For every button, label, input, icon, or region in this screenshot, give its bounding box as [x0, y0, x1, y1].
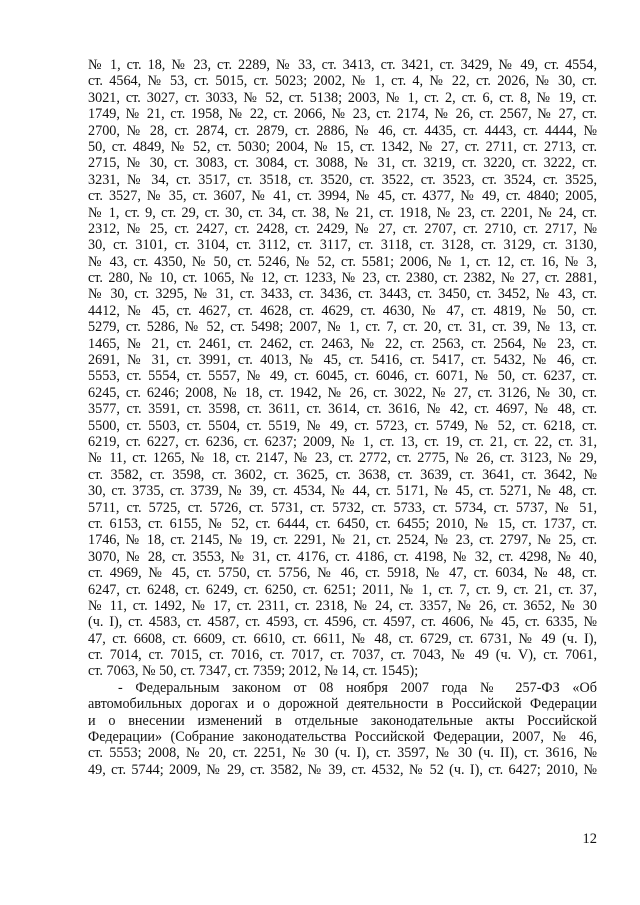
text-line: 6245, ст. 6246; 2008, № 18, ст. 1942, № 26, ст. 3022, № 27, ст. 3126, № 30, ст.	[88, 384, 597, 401]
text-line: 2691, № 31, ст. 3991, ст. 4013, № 45, ст. 5416, ст. 5417, ст. 5432, № 46, ст.	[88, 352, 597, 369]
text-line: 5279, ст. 5286, № 52, ст. 5498; 2007, № 1, ст. 7, ст. 20, ст. 31, ст. 39, № 13, ст.	[88, 319, 597, 336]
text-line: 5553, ст. 5554, ст. 5557, № 49, ст. 6045, ст. 6046, ст. 6071, № 50, ст. 6237, ст.	[88, 368, 597, 385]
page-number: 12	[582, 831, 597, 847]
text-line: 30, ст. 3735, ст. 3739, № 39, ст. 4534, № 44, ст. 5171, № 45, ст. 5271, № 48, ст.	[88, 483, 597, 500]
paragraph-citations	[88, 57, 597, 680]
text-line: № 1, ст. 18, № 23, ст. 2289, № 33, ст. 3413, ст. 3421, ст. 3429, № 49, ст. 4554,	[88, 57, 597, 73]
text-line: № 11, ст. 1492, № 17, ст. 2311, ст. 2318, № 24, ст. 3357, № 26, ст. 3652, № 30	[88, 597, 597, 614]
text-line: 3070, № 28, ст. 3553, № 31, ст. 4176, ст. 4186, ст. 4198, № 32, ст. 4298, № 40,	[88, 548, 597, 565]
text-line: 4412, № 45, ст. 4627, ст. 4628, ст. 4629, ст. 4630, № 47, ст. 4819, № 50, ст.	[88, 302, 597, 319]
text-line: ст. 7063, № 50, ст. 7347, ст. 7359; 2012, № 14, ст. 1545);	[88, 663, 419, 680]
text-line: ст. 6153, ст. 6155, № 52, ст. 6444, ст. 6450, ст. 6455; 2010, № 15, ст. 1737, ст.	[88, 515, 597, 532]
text-line: 3577, ст. 3591, ст. 3598, ст. 3611, ст. 3614, ст. 3616, № 42, ст. 4697, № 48, ст.	[88, 401, 597, 418]
text-line: 1749, № 21, ст. 1958, № 22, ст. 2066, № 23, ст. 2174, № 26, ст. 2567, № 27, ст.	[88, 106, 597, 123]
text-line: ст. 7014, ст. 7015, ст. 7016, ст. 7017, ст. 7037, ст. 7043, № 49 (ч. V), ст. 7061,	[88, 647, 597, 664]
text-line: 3021, ст. 3027, ст. 3033, № 52, ст. 5138; 2003, № 1, ст. 2, ст. 6, ст. 8, № 19, ст.	[88, 89, 597, 106]
text-line: ст. 5553; 2008, № 20, ст. 2251, № 30 (ч. I), ст. 3597, № 30 (ч. II), ст. 3616, №	[88, 745, 597, 762]
text-line: № 1, ст. 9, ст. 29, ст. 30, ст. 34, ст. 38, № 21, ст. 1918, № 23, ст. 2201, № 24, ст.	[88, 204, 597, 221]
text-line: ст. 4969, № 45, ст. 5750, ст. 5756, № 46, ст. 5918, № 47, ст. 6034, № 48, ст.	[88, 565, 597, 582]
text-line: № 43, ст. 4350, № 50, ст. 5246, № 52, ст. 5581; 2006, № 1, ст. 12, ст. 16, № 3,	[88, 253, 597, 270]
text-line: ст. 280, № 10, ст. 1065, № 12, ст. 1233, № 23, ст. 2380, ст. 2382, № 27, ст. 2881,	[88, 270, 597, 287]
document-body	[88, 57, 597, 778]
text-line: 30, ст. 3101, ст. 3104, ст. 3112, ст. 3117, ст. 3118, ст. 3128, ст. 3129, ст. 3130,	[88, 237, 597, 254]
text-line: 50, ст. 4849, № 52, ст. 5030; 2004, № 15, ст. 1342, № 27, ст. 2711, ст. 2713, ст.	[88, 138, 597, 155]
text-line: ст. 3582, ст. 3598, ст. 3602, ст. 3625, ст. 3638, ст. 3639, ст. 3641, ст. 3642, №	[88, 466, 597, 483]
text-line: 1746, № 18, ст. 2145, № 19, ст. 2291, № 21, ст. 2524, № 23, ст. 2797, № 25, ст.	[88, 532, 597, 549]
text-line: ст. 3527, № 35, ст. 3607, № 41, ст. 3994, № 45, ст. 4377, № 49, ст. 4840; 2005,	[88, 188, 597, 205]
text-line: (ч. I), ст. 4583, ст. 4587, ст. 4593, ст. 4596, ст. 4597, ст. 4606, № 45, ст. 6335, №	[88, 614, 597, 631]
text-line: 5711, ст. 5725, ст. 5726, ст. 5731, ст. 5732, ст. 5733, ст. 5734, ст. 5737, № 51,	[88, 499, 597, 516]
text-line: и о внесении изменений в отдельные законодательные акты Российской	[88, 712, 597, 729]
text-line: 5500, ст. 5503, ст. 5504, ст. 5519, № 49, ст. 5723, ст. 5749, № 52, ст. 6218, ст.	[88, 417, 597, 434]
text-line: 47, ст. 6608, ст. 6609, ст. 6610, ст. 6611, № 48, ст. 6729, ст. 6731, № 49 (ч. I),	[88, 630, 597, 647]
text-line: 6247, ст. 6248, ст. 6249, ст. 6250, ст. 6251; 2011, № 1, ст. 7, ст. 9, ст. 21, ст. 37,	[88, 581, 597, 598]
text-line: Федерации» (Собрание законодательства Российской Федерации, 2007, № 46,	[88, 729, 597, 746]
text-line: 2715, № 30, ст. 3083, ст. 3084, ст. 3088, № 31, ст. 3219, ст. 3220, ст. 3222, ст.	[88, 155, 597, 172]
text-line: 2312, № 25, ст. 2427, ст. 2428, ст. 2429, № 27, ст. 2707, ст. 2710, ст. 2717, №	[88, 220, 597, 237]
text-line: 3231, № 34, ст. 3517, ст. 3518, ст. 3520, ст. 3522, ст. 3523, ст. 3524, ст. 3525,	[88, 171, 597, 188]
text-line: автомобильных дорогах и о дорожной деятельности в Российской Федерации	[88, 696, 597, 713]
text-line: № 11, ст. 1265, № 18, ст. 2147, № 23, ст. 2772, ст. 2775, № 26, ст. 3123, № 29,	[88, 450, 597, 467]
paragraph-federal-law	[88, 680, 597, 778]
text-line: № 30, ст. 3295, № 31, ст. 3433, ст. 3436, ст. 3443, ст. 3450, ст. 3452, № 43, ст.	[88, 286, 597, 303]
text-line: 6219, ст. 6227, ст. 6236, ст. 6237; 2009, № 1, ст. 13, ст. 19, ст. 21, ст. 22, ст. 31,	[88, 433, 597, 450]
text-line: 1465, № 21, ст. 2461, ст. 2462, ст. 2463, № 22, ст. 2563, ст. 2564, № 23, ст.	[88, 335, 597, 352]
text-line: ст. 4564, № 53, ст. 5015, ст. 5023; 2002, № 1, ст. 4, № 22, ст. 2026, № 30, ст.	[88, 73, 597, 90]
text-line: - Федеральным законом от 08 ноября 2007 года № 257-ФЗ «Об	[118, 679, 597, 696]
text-line: 2700, № 28, ст. 2874, ст. 2879, ст. 2886, № 46, ст. 4435, ст. 4443, ст. 4444, №	[88, 122, 597, 139]
text-line: 49, ст. 5744; 2009, № 29, ст. 3582, № 39, ст. 4532, № 52 (ч. I), ст. 6427; 2010, №	[88, 761, 597, 778]
